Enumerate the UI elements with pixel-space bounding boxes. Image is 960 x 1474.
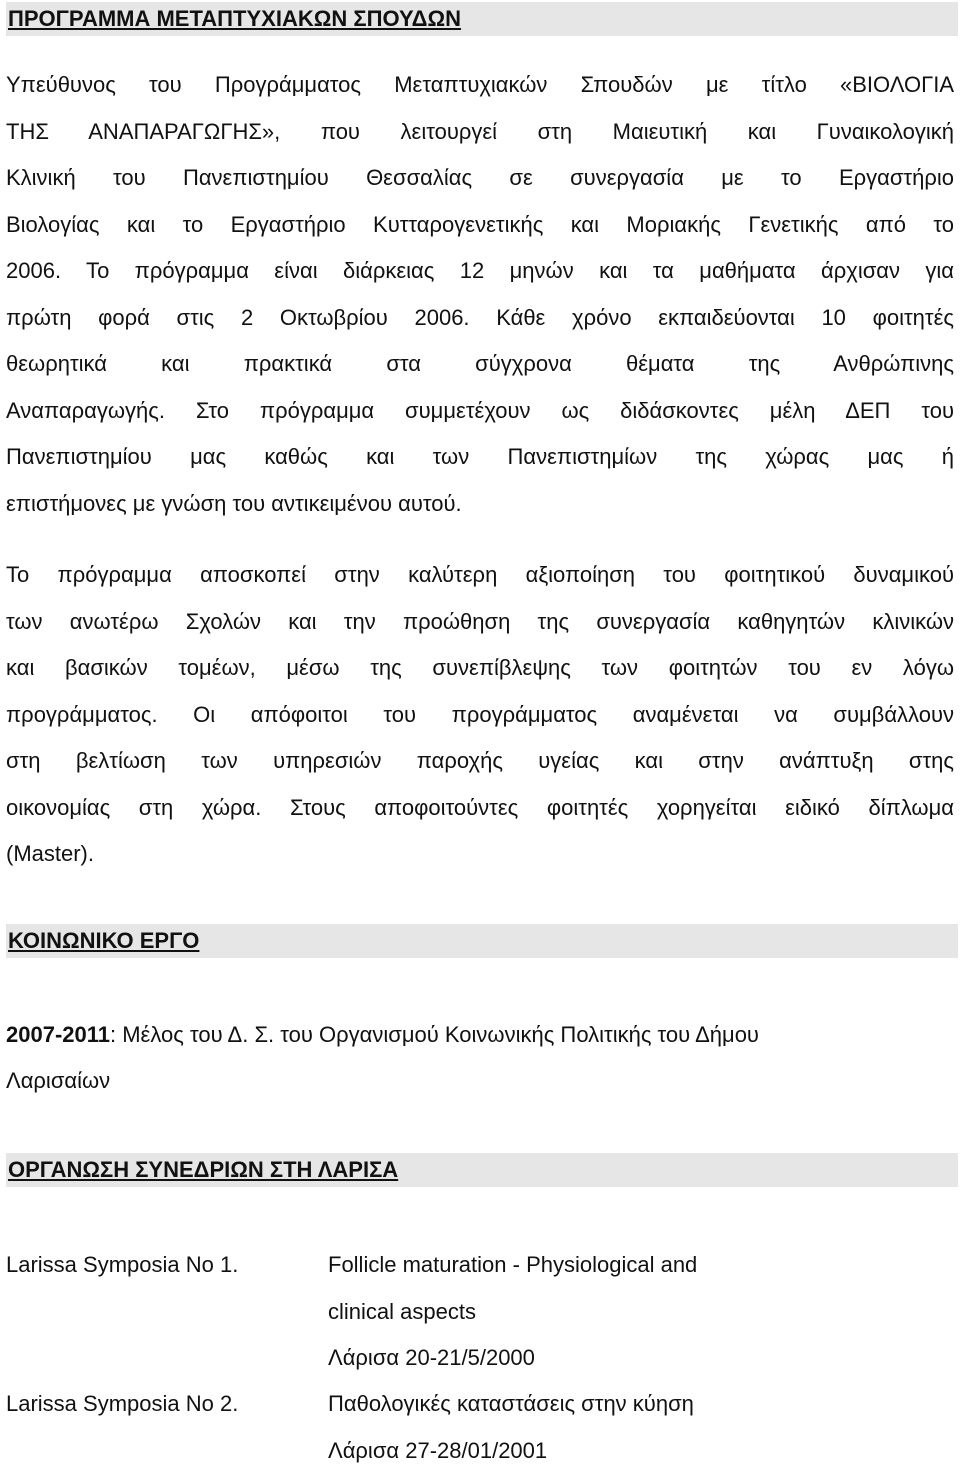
symposium-details <box>328 1381 694 1474</box>
paragraph-line: Υπεύθυνος του Προγράμματος Μεταπτυχιακών Σπουδών με τίτλο «ΒΙΟΛΟΓΙΑ <box>6 62 954 109</box>
symposium-label: Larissa Symposia No 2. <box>6 1381 238 1428</box>
paragraph-line: 2006. Το πρόγραμμα είναι διάρκειας 12 μηνών και τα μαθήματα άρχισαν για <box>6 248 954 295</box>
symposium-place-date: Λάρισα 27-28/01/2001 <box>328 1428 694 1474</box>
program-paragraph-1 <box>6 62 954 527</box>
program-heading-text: ΠΡΟΓΡΑΜΜΑ ΜΕΤΑΠΤΥΧΙΑΚΩΝ ΣΠΟΥΔΩΝ <box>8 6 461 31</box>
paragraph-line: Αναπαραγωγής. Στο πρόγραμμα συμμετέχουν ως διδάσκοντες μέλη ΔΕΠ του <box>6 388 954 435</box>
paragraph-line: επιστήμονες με γνώση του αντικειμένου αυτού. <box>6 481 954 528</box>
symposium-label: Larissa Symposia No 1. <box>6 1242 238 1289</box>
social-entry-text-continued: Λαρισαίων <box>6 1068 110 1093</box>
paragraph-line: θεωρητικά και πρακτικά στα σύγχρονα θέματα της Ανθρώπινης <box>6 341 954 388</box>
symposium-title: Παθολογικές καταστάσεις στην κύηση <box>328 1381 694 1428</box>
paragraph-line: πρώτη φορά στις 2 Οκτωβρίου 2006. Κάθε χρόνο εκπαιδεύονται 10 φοιτητές <box>6 295 954 342</box>
paragraph-line: στη βελτίωση των υπηρεσιών παροχής υγείας και στην ανάπτυξη στης <box>6 738 954 785</box>
symposium-title-continued: clinical aspects <box>328 1289 697 1336</box>
social-entry-years: 2007-2011 <box>6 1022 110 1047</box>
organization-heading <box>6 1153 958 1187</box>
paragraph-line: Πανεπιστημίου μας καθώς και των Πανεπιστημίων της χώρας μας ή <box>6 434 954 481</box>
social-entry <box>6 1012 954 1104</box>
paragraph-line: Κλινική του Πανεπιστημίου Θεσσαλίας σε συνεργασία με το Εργαστήριο <box>6 155 954 202</box>
social-heading <box>6 924 958 958</box>
symposium-title: Follicle maturation - Physiological and <box>328 1242 697 1289</box>
paragraph-line: προγράμματος. Οι απόφοιτοι του προγράμματος αναμένεται να συμβάλλουν <box>6 692 954 739</box>
paragraph-line: και βασικών τομέων, μέσω της συνεπίβλεψης των φοιτητών του εν λόγω <box>6 645 954 692</box>
symposium-place-date: Λάρισα 20-21/5/2000 <box>328 1335 697 1382</box>
organization-heading-text: ΟΡΓΑΝΩΣΗ ΣΥΝΕΔΡΙΩΝ ΣΤΗ ΛΑΡΙΣΑ <box>8 1157 398 1182</box>
program-paragraph-2 <box>6 552 954 878</box>
paragraph-line: (Master). <box>6 831 954 878</box>
social-entry-text: : Μέλος του Δ. Σ. του Οργανισμού Κοινωνικής Πολιτικής του Δήμου <box>110 1022 759 1047</box>
paragraph-line: ΤΗΣ ΑΝΑΠΑΡΑΓΩΓΗΣ», που λειτουργεί στη Μαιευτική και Γυναικολογική <box>6 109 954 156</box>
social-heading-text: ΚΟΙΝΩΝΙΚΟ ΕΡΓΟ <box>8 928 199 953</box>
paragraph-line: Βιολογίας και το Εργαστήριο Κυτταρογενετικής και Μοριακής Γενετικής από το <box>6 202 954 249</box>
paragraph-line: Το πρόγραμμα αποσκοπεί στην καλύτερη αξιοποίηση του φοιτητικού δυναμικού <box>6 552 954 599</box>
program-heading <box>6 2 958 36</box>
paragraph-line: των ανωτέρω Σχολών και την προώθηση της συνεργασία καθηγητών κλινικών <box>6 599 954 646</box>
paragraph-line: οικονομίας στη χώρα. Στους αποφοιτούντες φοιτητές χορηγείται ειδικό δίπλωμα <box>6 785 954 832</box>
symposium-details <box>328 1242 697 1382</box>
